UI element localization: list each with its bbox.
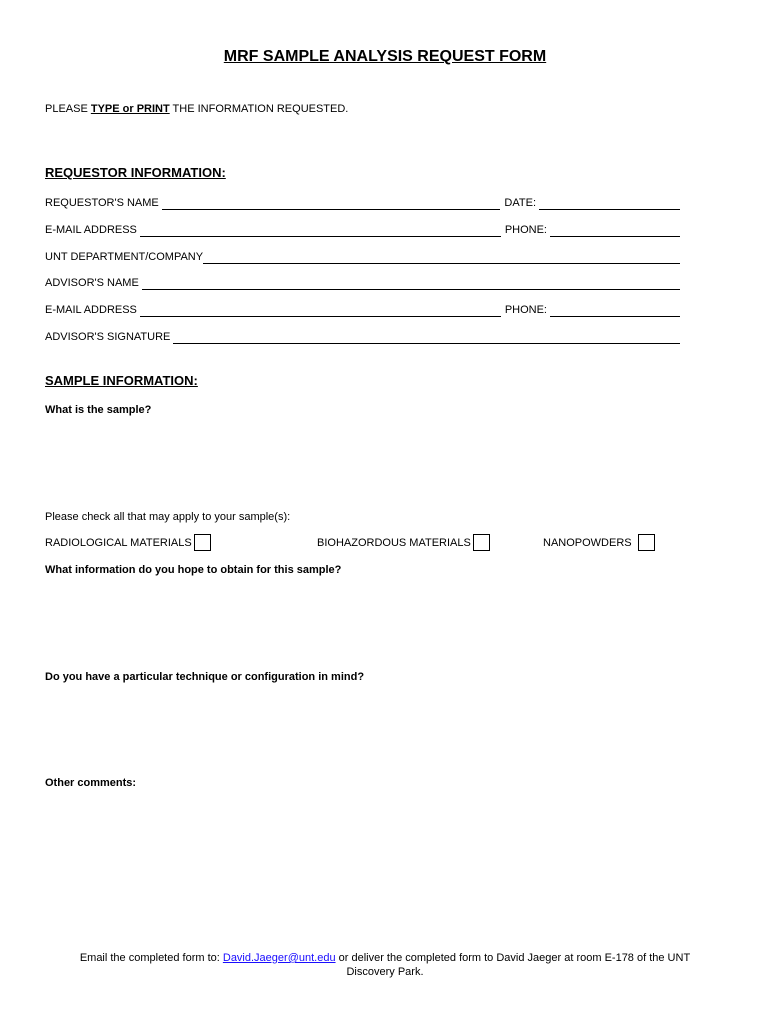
hazard-checkbox-row [45,533,685,553]
radiological-checkbox-item[interactable] [45,533,211,551]
requestor-heading: REQUESTOR INFORMATION: [45,165,226,180]
requestor-name-label: REQUESTOR'S NAME [45,197,159,209]
nanopowders-checkbox-item[interactable] [543,533,655,551]
info-question: What information do you hope to obtain for this sample? [45,564,342,576]
advisor-email-label: E-MAIL ADDRESS [45,304,137,316]
department-label: UNT DEPARTMENT/COMPANY [45,251,204,263]
advisor-phone-label: PHONE: [504,304,547,316]
footer-instructions [0,951,770,979]
requestor-phone-field[interactable] [550,225,680,237]
advisor-name-field[interactable] [142,278,680,290]
sample-heading: SAMPLE INFORMATION: [45,373,198,388]
department-row [45,248,680,264]
advisor-email-field[interactable] [140,305,501,317]
nanopowders-checkbox[interactable] [638,534,655,551]
advisor-name-label: ADVISOR'S NAME [45,277,139,289]
advisor-phone-field[interactable] [550,305,680,317]
biohazardous-checkbox[interactable] [473,534,490,551]
requestor-email-label: E-MAIL ADDRESS [45,224,137,236]
advisor-email-row [45,301,680,317]
advisor-signature-row [45,328,680,344]
department-field[interactable] [203,252,680,264]
footer-line-1 [0,951,770,965]
date-label: DATE: [504,197,536,209]
footer-line-2: Discovery Park. [346,966,424,978]
radiological-checkbox[interactable] [194,534,211,551]
other-comments-label: Other comments: [45,777,137,789]
radiological-label: RADIOLOGICAL MATERIALS [45,537,192,549]
instruction-suffix: THE INFORMATION REQUESTED. [169,103,349,115]
requestor-email-row [45,221,680,237]
footer-email-link[interactable]: David.Jaeger@unt.edu [222,952,336,964]
instruction-prefix: PLEASE [45,103,91,115]
footer-prefix: Email the completed form to: [79,952,223,964]
requestor-phone-label: PHONE: [504,224,547,236]
instruction-emphasis: TYPE or PRINT [90,103,170,115]
advisor-name-row [45,274,680,290]
advisor-signature-label: ADVISOR'S SIGNATURE [45,331,171,343]
date-field[interactable] [539,198,680,210]
requestor-name-row [45,194,680,210]
biohazardous-label: BIOHAZORDOUS MATERIALS [317,537,471,549]
advisor-signature-field[interactable] [173,332,680,344]
requestor-email-field[interactable] [140,225,501,237]
requestor-name-field[interactable] [162,198,501,210]
footer-suffix: or deliver the completed form to David Jaeger at room E-178 of the UNT [335,952,691,964]
biohazardous-checkbox-item[interactable] [317,533,490,551]
form-title: MRF SAMPLE ANALYSIS REQUEST FORM [223,48,547,65]
what-is-sample-question: What is the sample? [45,404,152,416]
technique-question: Do you have a particular technique or configuration in mind? [45,671,365,683]
nanopowders-label: NANOPOWDERS [543,537,632,549]
form-instruction [45,103,348,115]
check-prompt: Please check all that may apply to your sample(s): [45,511,291,523]
